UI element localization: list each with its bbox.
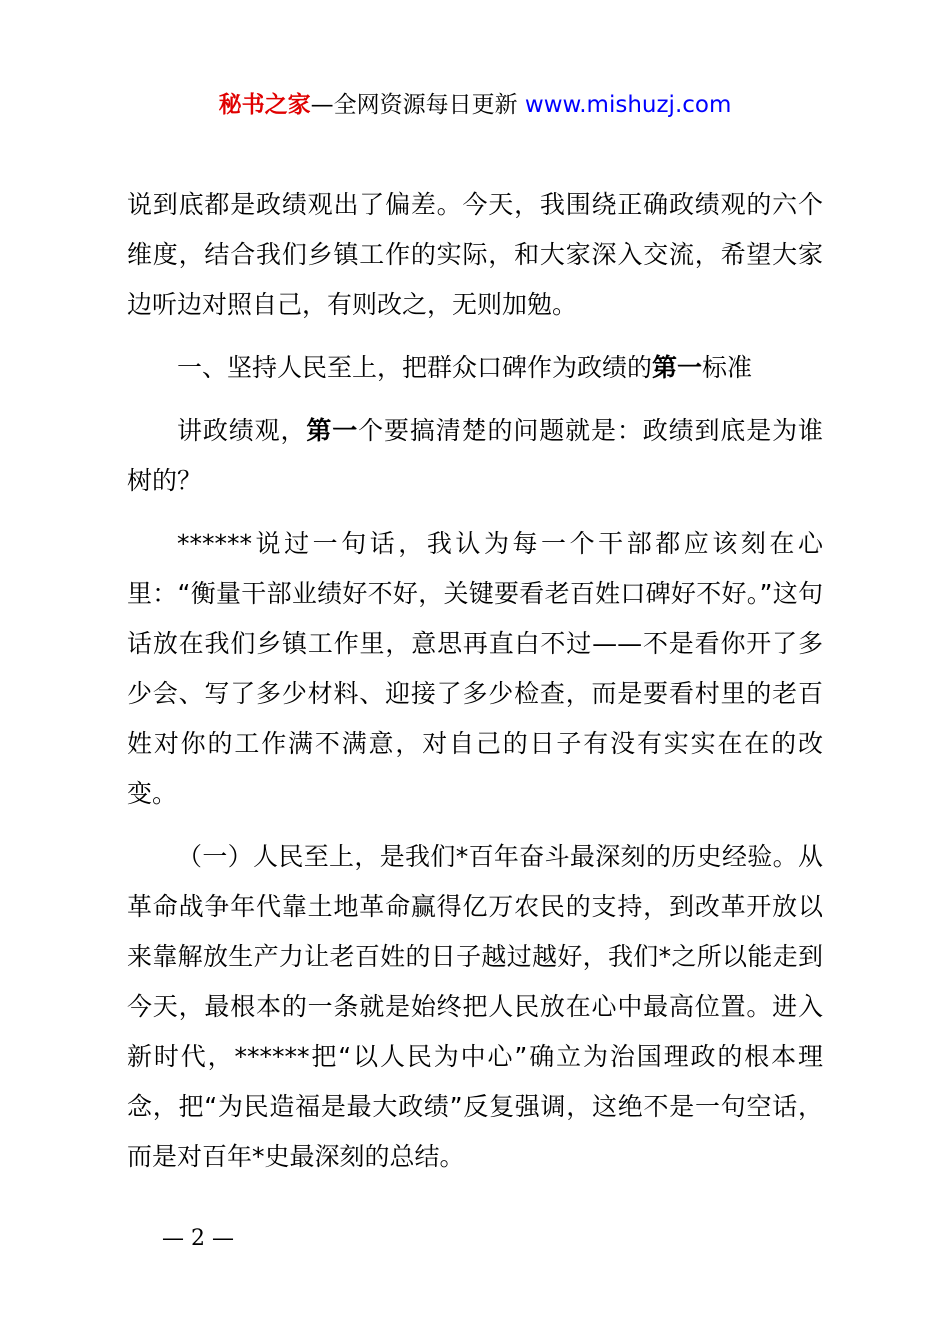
paragraph-subsection-1: （一）人民至上，是我们*百年奋斗最深刻的历史经验。从革命战争年代靠土地革命赢得亿万农民的支持，到改革开放以来靠解放生产力让老百姓的日子越过越好，我们*之所以能走到今天，最根本的一条就是始终把人民放在心中最高位置。进入新时代，******把“以人民为中心”确立为治国理政的根本理念，把“为民造福是最大政绩”反复强调，这绝不是一句空话，而是对百年*史最深刻的总结。 bbox=[127, 842, 823, 1171]
header-tagline: —全网资源每日更新 bbox=[310, 92, 525, 118]
paragraph-quote: ******说过一句话，我认为每一个干部都应该刻在心里：“衡量干部业绩好不好，关键要看老百姓口碑好不好。”这句话放在我们乡镇工作里，意思再直白不过——不是看你开了多少会、写了多少材料、迎接了多少检查，而是要看村里的老百姓对你的工作满不满意，对自己的日子有没有实实在在的改变。 bbox=[127, 529, 823, 808]
brand-name: 秘书之家 bbox=[218, 92, 311, 118]
site-url[interactable]: www.mishuzj.com bbox=[524, 92, 732, 118]
paragraph-question-bold: 第一 bbox=[306, 416, 359, 445]
paragraph-question bbox=[127, 406, 823, 506]
site-header bbox=[0, 88, 950, 122]
document-body bbox=[127, 180, 823, 1195]
section-heading-1 bbox=[127, 343, 823, 393]
paragraph-question-before: 讲政绩观， bbox=[177, 416, 307, 445]
section-heading-bold: 第一 bbox=[652, 353, 703, 382]
paragraph-intro-continuation: 说到底都是政绩观出了偏差。今天，我围绕正确政绩观的六个维度，结合我们乡镇工作的实际，和大家深入交流，希望大家边听边对照自己，有则改之，无则加勉。 bbox=[127, 190, 823, 319]
paragraph-question-after: 个要搞清楚的问题就是：政绩到底是为谁树的？ bbox=[127, 416, 823, 495]
section-heading-text-after: 标准 bbox=[702, 353, 753, 382]
section-heading-text-before: 一、坚持人民至上，把群众口碑作为政绩的 bbox=[177, 353, 653, 382]
page-number: — 2 — bbox=[162, 1226, 234, 1251]
